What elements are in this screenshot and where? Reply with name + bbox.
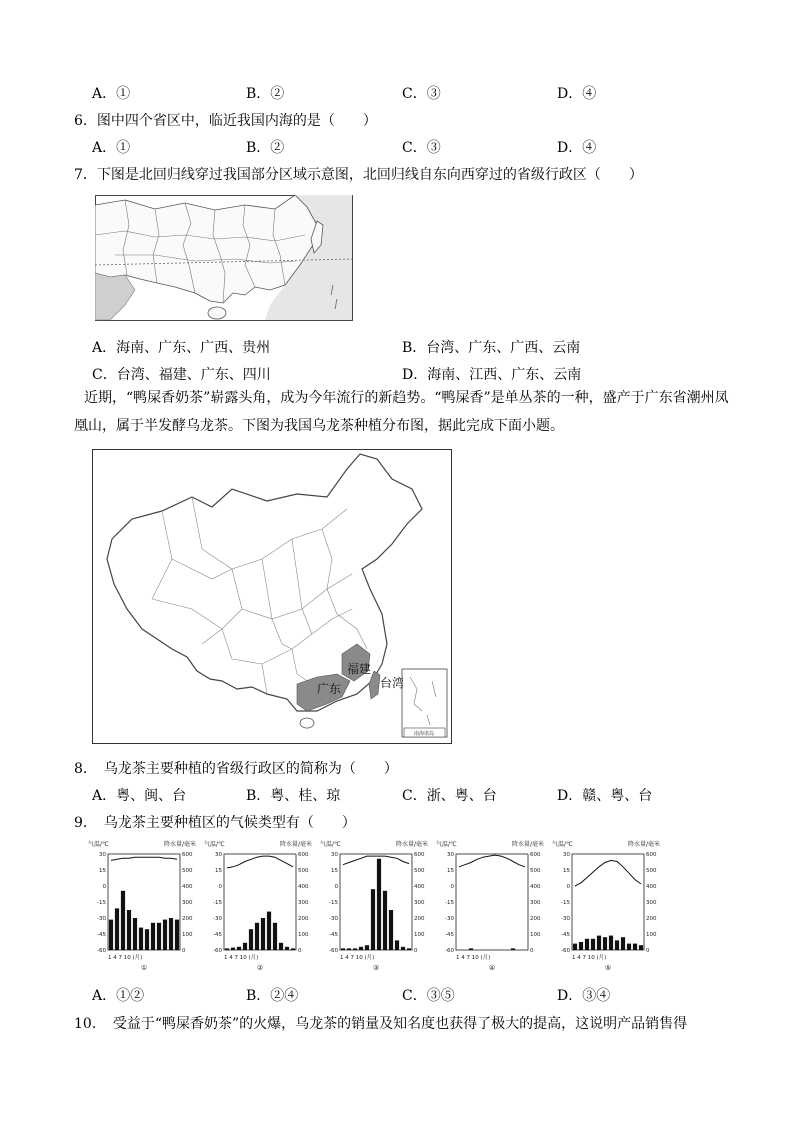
precip-bar — [511, 948, 515, 950]
temp-axis-label: 气温/℃ — [88, 841, 109, 848]
precip-bar — [225, 948, 229, 950]
precip-bar — [163, 920, 167, 950]
precip-tick: 300 — [530, 900, 541, 906]
precip-bar — [115, 908, 119, 950]
precip-tick: 300 — [182, 900, 193, 906]
precip-bar — [243, 943, 247, 950]
temp-tick: -15 — [445, 900, 454, 906]
precip-tick: 500 — [298, 868, 309, 874]
precip-bar — [267, 912, 271, 950]
temp-tick: 15 — [99, 868, 106, 874]
temp-tick: -15 — [213, 900, 222, 906]
temp-tick: 30 — [331, 852, 338, 858]
temp-tick: -45 — [329, 932, 338, 938]
temp-tick: 0 — [102, 884, 106, 890]
precip-tick: 0 — [414, 948, 418, 954]
q7-option-d[interactable]: D．海南、江西、广东、云南 — [402, 367, 582, 383]
precip-bar — [365, 945, 369, 950]
temp-tick: -45 — [97, 932, 106, 938]
q9-option-a[interactable]: A．①② — [92, 988, 145, 1004]
precip-bar — [273, 923, 277, 950]
precip-tick: 500 — [530, 868, 541, 874]
month-label: 1 4 7 10 (月) — [572, 955, 607, 961]
precip-tick: 200 — [298, 916, 309, 922]
q6-stem: 6．图中四个省区中，临近我国内海的是（ ） — [74, 113, 377, 129]
precip-tick: 600 — [182, 852, 193, 858]
temp-tick: 15 — [447, 868, 454, 874]
precip-bar — [255, 923, 259, 950]
climate-chart-3 — [320, 838, 430, 978]
precip-bar — [621, 937, 625, 950]
temp-axis-label: 气温/℃ — [204, 841, 225, 848]
precip-tick: 400 — [298, 884, 309, 890]
temp-tick: -60 — [445, 948, 454, 954]
precip-bar — [371, 889, 375, 950]
climate-chart-5 — [552, 838, 662, 978]
precip-bar — [633, 944, 637, 950]
temp-tick: 15 — [215, 868, 222, 874]
precip-tick: 100 — [530, 932, 541, 938]
map-label-guangdong: 广东 — [317, 682, 342, 696]
q10-stem: 10． 受益于“鸭屎香奶茶”的火爆，乌龙茶的销量及知名度也获得了极大的提高，这说明产品销售得 — [74, 1016, 688, 1032]
temp-tick: 30 — [99, 852, 106, 858]
precip-bar — [279, 943, 283, 950]
precip-tick: 500 — [646, 868, 657, 874]
precip-tick: 100 — [182, 932, 193, 938]
precip-bar — [591, 939, 595, 950]
precip-axis-label: 降水量/毫米 — [279, 841, 312, 848]
q8-option-d[interactable]: D．赣、粤、台 — [557, 788, 653, 804]
q6-option-c[interactable]: C．③ — [402, 140, 441, 156]
precip-tick: 0 — [530, 948, 534, 954]
precip-bar — [383, 891, 387, 950]
q8-stem: 8． 乌龙茶主要种植的省级行政区的简称为（ ） — [74, 761, 398, 777]
precip-bar — [347, 948, 351, 950]
precip-bar — [249, 929, 253, 950]
map-label-taiwan: 台湾 — [380, 676, 405, 690]
temp-tick: 0 — [566, 884, 570, 890]
chart-id: ② — [256, 964, 264, 972]
temp-tick: -30 — [213, 916, 222, 922]
precip-bar — [627, 944, 631, 950]
precip-bar — [121, 891, 125, 950]
precip-bar — [573, 944, 577, 950]
temp-tick: -15 — [561, 900, 570, 906]
month-label: 1 4 7 10 (月) — [340, 955, 375, 961]
temperature-line — [459, 855, 525, 867]
precip-tick: 0 — [182, 948, 186, 954]
precip-bar — [291, 948, 295, 950]
q7-option-b[interactable]: B．台湾、广东、广西、云南 — [402, 340, 581, 356]
precip-tick: 300 — [414, 900, 425, 906]
temp-tick: 15 — [563, 868, 570, 874]
temp-tick: -60 — [97, 948, 106, 954]
precip-bar — [377, 859, 381, 950]
plot-frame — [340, 854, 412, 950]
precip-bar — [353, 948, 357, 950]
precip-tick: 500 — [414, 868, 425, 874]
temperature-line — [111, 857, 177, 860]
precip-bar — [127, 910, 131, 950]
temp-tick: 0 — [218, 884, 222, 890]
climate-chart-1 — [88, 838, 198, 978]
precip-bar — [579, 942, 583, 950]
precip-bar — [395, 940, 399, 950]
precip-tick: 200 — [530, 916, 541, 922]
precip-bar — [615, 940, 619, 950]
month-label: 1 4 7 10 (月) — [108, 955, 143, 961]
q6-option-b[interactable]: B．② — [246, 140, 285, 156]
q9-option-b[interactable]: B．②④ — [246, 988, 299, 1004]
precip-bar — [585, 939, 589, 950]
precip-bar — [603, 937, 607, 950]
precip-bar — [285, 947, 289, 950]
temp-tick: -15 — [329, 900, 338, 906]
inset-label: 南海诸岛 — [413, 731, 435, 737]
precip-bar — [597, 936, 601, 950]
precip-bar — [169, 918, 173, 950]
precip-bar — [151, 923, 155, 950]
precip-tick: 0 — [298, 948, 302, 954]
temp-tick: -30 — [561, 916, 570, 922]
q5-option-a[interactable]: A．① — [92, 86, 131, 102]
precip-tick: 200 — [646, 916, 657, 922]
plot-frame — [456, 854, 528, 950]
q7-stem: 7．下图是北回归线穿过我国部分区域示意图，北回归线自东向西穿过的省级行政区（ ） — [74, 167, 643, 183]
temp-tick: -60 — [329, 948, 338, 954]
precip-tick: 100 — [298, 932, 309, 938]
precip-bar — [389, 910, 393, 950]
chart-id: ④ — [488, 964, 496, 972]
precip-bar — [109, 920, 113, 950]
q5-option-d[interactable]: D．④ — [557, 86, 597, 102]
temp-axis-label: 气温/℃ — [436, 841, 457, 848]
precip-bar — [157, 923, 161, 950]
precip-bar — [231, 948, 235, 950]
precip-axis-label: 降水量/毫米 — [627, 841, 660, 848]
temp-tick: -30 — [97, 916, 106, 922]
q7-option-a[interactable]: A．海南、广东、广西、贵州 — [92, 340, 271, 356]
climate-chart-2 — [204, 838, 314, 978]
precip-tick: 200 — [182, 916, 193, 922]
q7-option-c[interactable]: C．台湾、福建、广东、四川 — [92, 367, 271, 383]
q8-option-c[interactable]: C．浙、粤、台 — [402, 788, 497, 804]
precip-axis-label: 降水量/毫米 — [511, 841, 544, 848]
temp-axis-label: 气温/℃ — [320, 841, 341, 848]
precip-bar — [401, 947, 405, 950]
temp-tick: -45 — [561, 932, 570, 938]
precip-bar — [139, 928, 143, 950]
q9-option-c[interactable]: C．③⑤ — [402, 988, 455, 1004]
precip-bar — [261, 918, 265, 950]
temperature-line — [575, 860, 641, 886]
temp-tick: -15 — [97, 900, 106, 906]
precip-bar — [469, 948, 473, 950]
precip-bar — [175, 920, 179, 950]
precip-tick: 300 — [298, 900, 309, 906]
temp-tick: -30 — [329, 916, 338, 922]
month-label: 1 4 7 10 (月) — [456, 955, 491, 961]
temp-tick: -45 — [213, 932, 222, 938]
precip-tick: 400 — [646, 884, 657, 890]
q8-option-a[interactable]: A．粤、闽、台 — [92, 788, 187, 804]
map-label-fujian: 福建 — [347, 662, 372, 676]
q6-option-d[interactable]: D．④ — [557, 140, 597, 156]
precip-tick: 400 — [530, 884, 541, 890]
precip-tick: 400 — [182, 884, 193, 890]
precip-bar — [341, 948, 345, 950]
precip-tick: 100 — [646, 932, 657, 938]
precip-bar — [237, 947, 241, 950]
precip-bar — [407, 948, 411, 950]
precip-axis-label: 降水量/毫米 — [163, 841, 196, 848]
precip-bar — [609, 936, 613, 950]
precip-tick: 600 — [298, 852, 309, 858]
temp-tick: 30 — [447, 852, 454, 858]
plot-frame — [572, 854, 644, 950]
precip-bar — [133, 918, 137, 950]
precip-tick: 600 — [414, 852, 425, 858]
precip-tick: 300 — [646, 900, 657, 906]
precip-tick: 0 — [646, 948, 650, 954]
temp-tick: 15 — [331, 868, 338, 874]
plot-frame — [224, 854, 296, 950]
temp-tick: 0 — [334, 884, 338, 890]
q6-option-a[interactable]: A．① — [92, 140, 131, 156]
chart-id: ⑤ — [604, 964, 612, 972]
temperature-line — [227, 856, 293, 868]
precip-tick: 600 — [646, 852, 657, 858]
temp-tick: -60 — [213, 948, 222, 954]
temp-tick: -60 — [561, 948, 570, 954]
precip-bar — [359, 947, 363, 950]
precip-tick: 400 — [414, 884, 425, 890]
temp-axis-label: 气温/℃ — [552, 841, 573, 848]
precip-tick: 600 — [530, 852, 541, 858]
temp-tick: 30 — [215, 852, 222, 858]
temp-tick: -30 — [445, 916, 454, 922]
climate-charts — [88, 838, 668, 978]
oolong-tea-map — [92, 449, 452, 744]
month-label: 1 4 7 10 (月) — [224, 955, 259, 961]
precip-axis-label: 降水量/毫米 — [395, 841, 428, 848]
temp-tick: -45 — [445, 932, 454, 938]
q9-stem: 9． 乌龙茶主要种植区的气候类型有（ ） — [74, 815, 356, 831]
precip-tick: 500 — [182, 868, 193, 874]
q8-option-b[interactable]: B．粤、桂、琼 — [246, 788, 341, 804]
precip-tick: 100 — [414, 932, 425, 938]
temp-tick: 30 — [563, 852, 570, 858]
chart-id: ① — [140, 964, 148, 972]
precip-tick: 200 — [414, 916, 425, 922]
temp-tick: 0 — [450, 884, 454, 890]
q5-option-b[interactable]: B．② — [246, 86, 285, 102]
precip-bar — [145, 929, 149, 950]
climate-chart-4 — [436, 838, 546, 978]
q9-option-d[interactable]: D．③④ — [557, 988, 611, 1004]
temperature-line — [343, 856, 409, 865]
chart-id: ③ — [372, 964, 380, 972]
passage-text: 近期，“鸭屎香奶茶”崭露头角，成为今年流行的新趋势。“鸭屎香”是单丛茶的一种，盛产于广东省潮州凤凰山，属于半发酵乌龙茶。下图为我国乌龙茶种植分布图，据此完成下面小题。 — [74, 390, 729, 434]
tropic-of-cancer-map — [95, 195, 353, 321]
q5-option-c[interactable]: C．③ — [402, 86, 441, 102]
precip-bar — [639, 945, 643, 950]
